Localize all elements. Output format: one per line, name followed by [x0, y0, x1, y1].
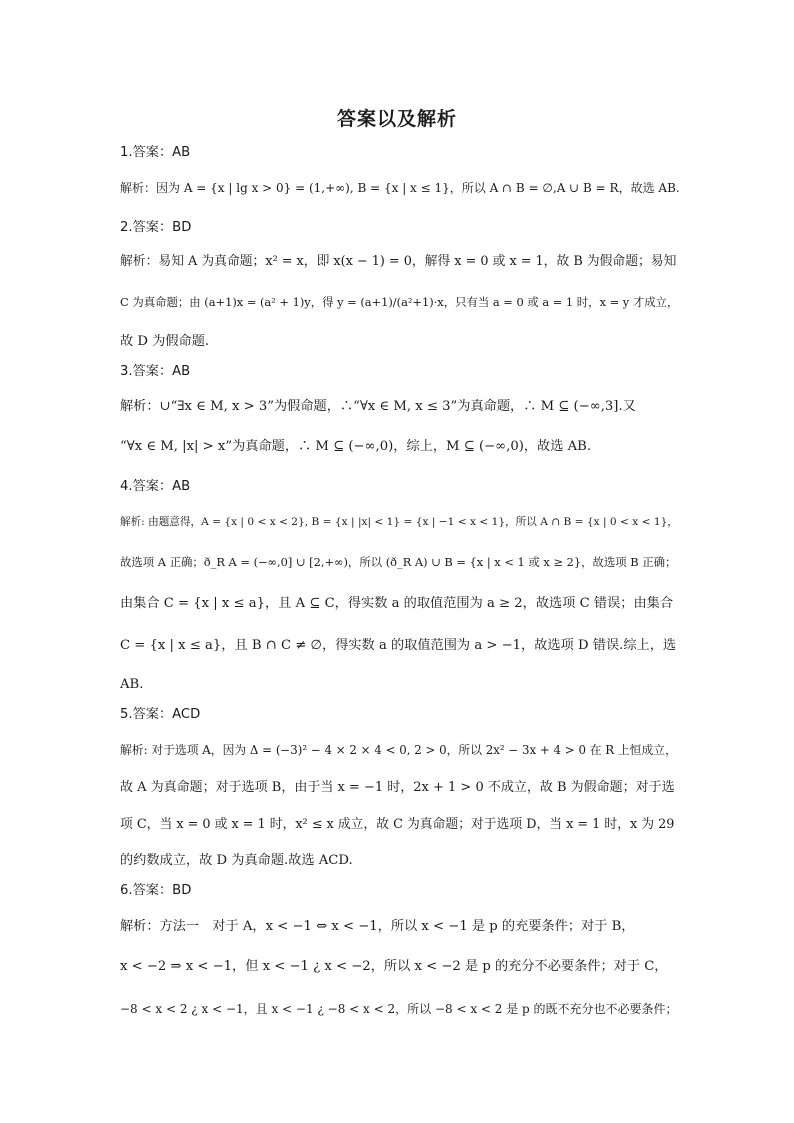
answer-heading: 5.答案：ACD: [120, 707, 201, 722]
explanation-line: 故 D 为假命题.: [120, 334, 210, 349]
explanation-line: −8 < x < 2 ¿ x < −1，且 x < −1 ¿ −8 < x < 2，所以 −8 < x < 2 是 p 的既不充分也不必要条件；: [120, 1002, 678, 1016]
explanation-line: C = {x | x ≤ a}，且 B ∩ C ≠ ∅，得实数 a 的取值范围为 a > −1，故选项 D 错误.综上，选: [120, 638, 677, 653]
explanation-line: 解析：因为 A = {x | lg x > 0} = (1,+∞), B = {x | x ≤ 1}，所以 A ∩ B = ∅,A ∪ B = R，故选 AB.: [120, 181, 680, 195]
answer-heading: 2.答案：BD: [120, 220, 192, 235]
explanation-line: 项 C，当 x = 0 或 x = 1 时，x² ≤ x 成立，故 C 为真命题；对于选项 D，当 x = 1 时，x 为 29: [120, 817, 675, 832]
explanation-line: 解析: 对于选项 A，因为 Δ = (−3)² − 4 × 2 × 4 < 0, 2 > 0，所以 2x² − 3x + 4 > 0 在 R 上恒成立，: [120, 743, 677, 757]
page-title: 答案以及解析: [336, 108, 457, 130]
explanation-line: “∀x ∈ M, |x| > x”为真命题，∴ M ⊆ (−∞,0)，综上，M ⊆ (−∞,0)，故选 AB.: [120, 439, 592, 454]
explanation-line: 解析：方法一 对于 A，x < −1 ⇔ x < −1，所以 x < −1 是 p 的充要条件；对于 B，: [120, 919, 635, 934]
explanation-line: AB.: [120, 677, 144, 692]
explanation-line: 解析: 由题意得，A = {x | 0 < x < 2}, B = {x | |x| < 1} = {x | −1 < x < 1}，所以 A ∩ B = {x | 0 < x < 1}，: [120, 516, 678, 528]
answer-heading: 1.答案：AB: [120, 145, 191, 160]
explanation-line: 解析：∪“∃x ∈ M, x > 3”为假命题，∴“∀x ∈ M, x ≤ 3”为真命题，∴ M ⊆ (−∞,3].又: [120, 399, 636, 414]
answer-heading: 3.答案：AB: [120, 364, 191, 379]
explanation-line: 的约数成立，故 D 为真命题.故选 ACD.: [120, 853, 353, 868]
explanation-line: C 为真命题；由 (a+1)x = (a² + 1)y，得 y = (a+1)/(a²+1)·x，只有当 a = 0 或 a = 1 时，x = y 才成立，: [120, 295, 679, 309]
answer-heading: 4.答案：AB: [120, 479, 191, 494]
explanation-line: 由集合 C = {x | x ≤ a}，且 A ⊆ C，得实数 a 的取值范围为 a ≥ 2，故选项 C 错误；由集合: [120, 596, 674, 611]
explanation-line: 故 A 为真命题；对于选项 B，由于当 x = −1 时，2x + 1 > 0 不成立，故 B 为假命题；对于选: [120, 780, 675, 795]
explanation-line: 解析：易知 A 为真命题；x² = x，即 x(x − 1) = 0，解得 x = 0 或 x = 1，故 B 为假命题；易知: [120, 254, 677, 269]
explanation-line: 故选项 A 正确；ð_R A = (−∞,0] ∪ [2,+∞)，所以 (ð_R A) ∪ B = {x | x < 1 或 x ≥ 2}，故选项 B 正确；: [120, 555, 677, 569]
explanation-line: x < −2 ⇒ x < −1，但 x < −1 ¿ x < −2，所以 x < −2 是 p 的充分不必要条件；对于 C，: [120, 959, 668, 974]
answer-heading: 6.答案：BD: [120, 883, 192, 898]
